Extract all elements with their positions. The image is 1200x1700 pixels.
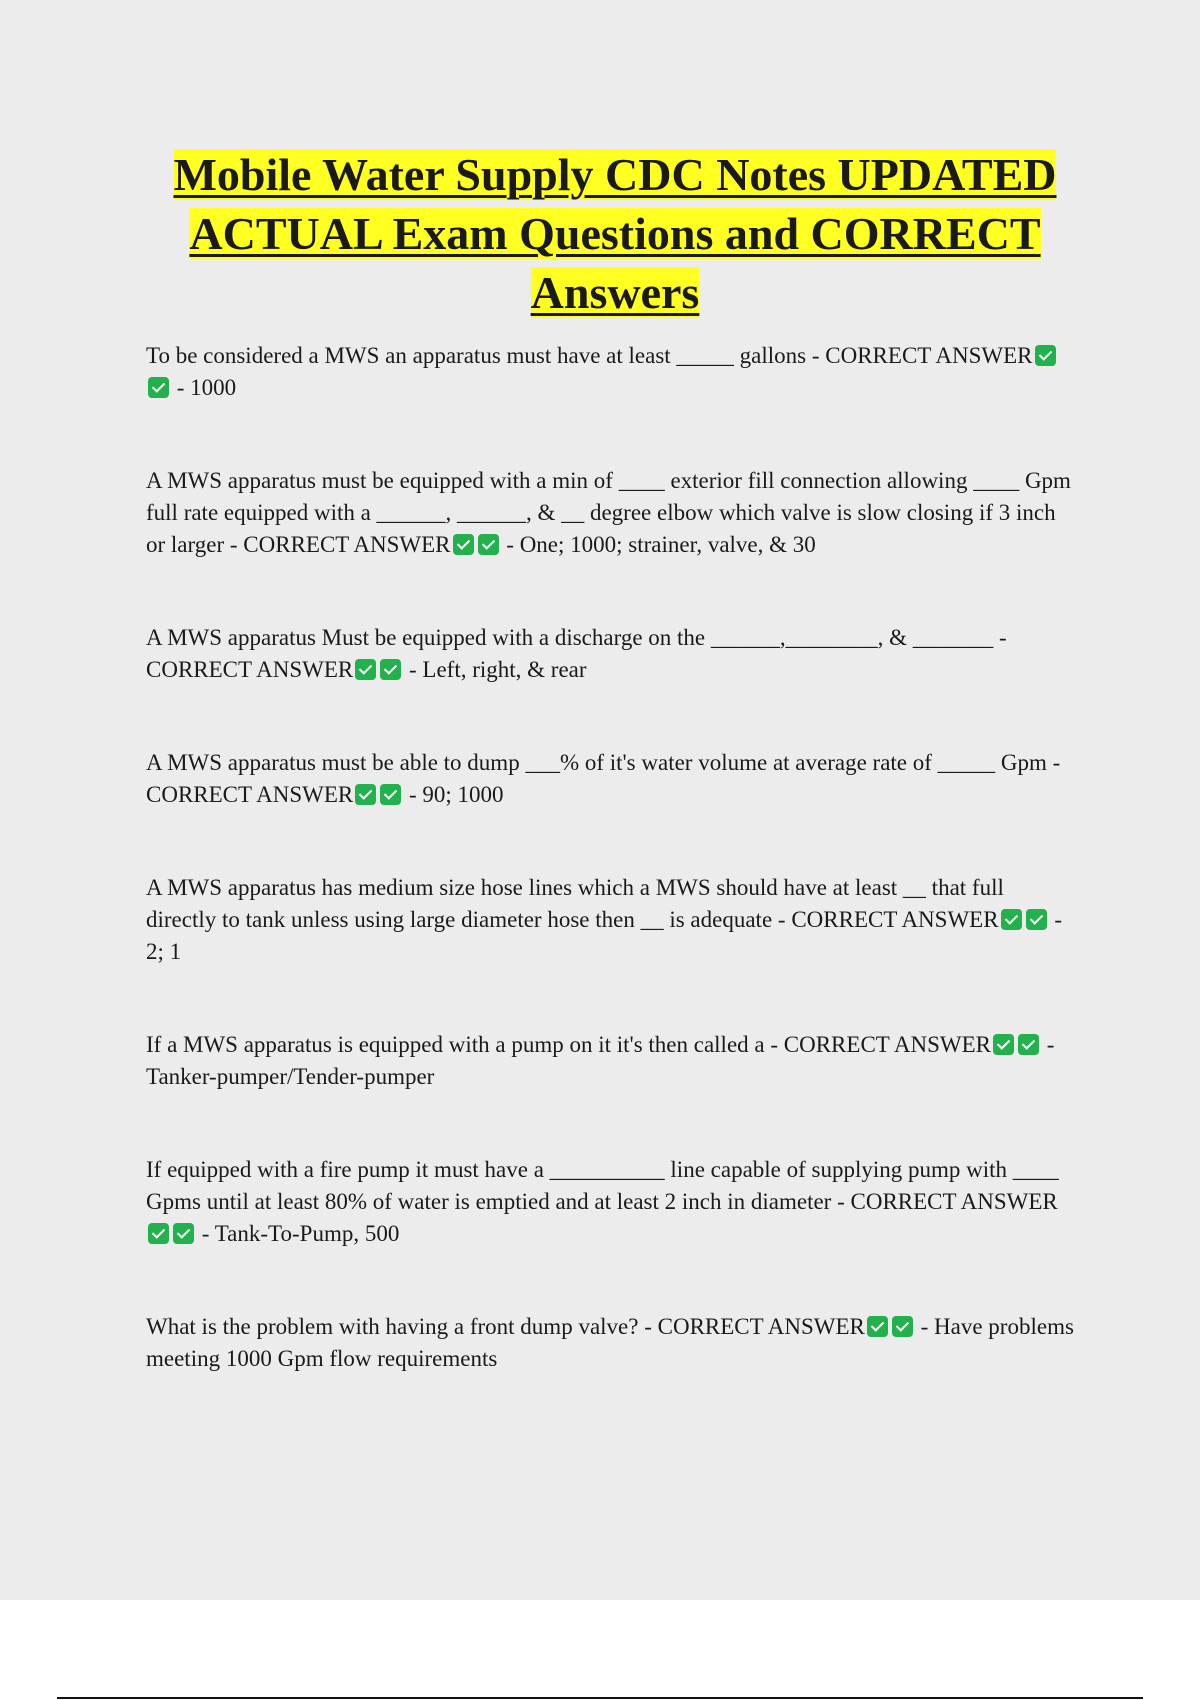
check-box-icon	[355, 784, 376, 805]
answer-text: - One; 1000; strainer, valve, & 30	[506, 532, 816, 557]
check-box-icon	[380, 659, 401, 680]
check-box-icon	[453, 534, 474, 555]
document-title	[120, 145, 1110, 322]
check-box-icon	[148, 1223, 169, 1244]
check-box-icon	[148, 377, 169, 398]
question-text: A MWS apparatus Must be equipped with a discharge on the ______,________, & _______ - CORRECT ANSWER	[146, 625, 1007, 682]
answer-text: - Left, right, & rear	[409, 657, 587, 682]
qa-item-4	[146, 747, 1076, 811]
qa-item-5	[146, 872, 1076, 968]
title-line-3-text: Answers	[530, 267, 700, 318]
question-text: What is the problem with having a front dump valve? - CORRECT ANSWER	[146, 1314, 865, 1339]
answer-text: - Tank-To-Pump, 500	[201, 1221, 400, 1246]
check-box-icon	[1001, 909, 1022, 930]
check-box-icon	[173, 1223, 194, 1244]
check-box-icon	[892, 1316, 913, 1337]
question-text: If equipped with a fire pump it must have a __________ line capable of supplying pump with ____ Gpms until at least 80% of water is emptied and at least 2 inch in diameter - CORRECT ANSWER	[146, 1157, 1059, 1214]
title-line-1	[120, 145, 1110, 204]
qa-item-6	[146, 1029, 1076, 1093]
qa-item-7	[146, 1154, 1076, 1250]
page-divider	[57, 1697, 1143, 1699]
check-box-icon	[993, 1034, 1014, 1055]
answer-text: - Have problems meeting 1000 Gpm flow requirements	[146, 1314, 1074, 1371]
qa-item-2	[146, 465, 1076, 561]
title-line-2	[120, 204, 1110, 263]
title-line-1-text: Mobile Water Supply CDC Notes UPDATED	[173, 149, 1057, 200]
question-text: A MWS apparatus has medium size hose lines which a MWS should have at least __ that full directly to tank unless using large diameter hose then __ is adequate - CORRECT ANSWER	[146, 875, 1004, 932]
check-box-icon	[1018, 1034, 1039, 1055]
question-text: If a MWS apparatus is equipped with a pump on it it's then called a - CORRECT ANSWER	[146, 1032, 992, 1057]
title-line-3	[120, 263, 1110, 322]
check-box-icon	[380, 784, 401, 805]
answer-text: - 1000	[176, 375, 237, 400]
question-text: To be considered a MWS an apparatus must have at least _____ gallons - CORRECT ANSWER	[146, 343, 1033, 368]
answer-text: - 90; 1000	[409, 782, 504, 807]
check-box-icon	[1035, 345, 1056, 366]
check-box-icon	[1026, 909, 1047, 930]
next-page-preview	[0, 1600, 1200, 1700]
answer-text: - 2; 1	[146, 907, 1062, 964]
qa-list	[146, 340, 1076, 1375]
title-line-2-text: ACTUAL Exam Questions and CORRECT	[189, 208, 1041, 259]
qa-item-8	[146, 1311, 1076, 1375]
check-box-icon	[867, 1316, 888, 1337]
qa-item-1	[146, 340, 1076, 404]
check-box-icon	[355, 659, 376, 680]
question-text: A MWS apparatus must be equipped with a min of ____ exterior fill connection allowing ____ Gpm full rate equipped with a ______, ______, & __ degree elbow which valve is slow closing if 3 inch or larger - CORRECT ANSWER	[146, 468, 1071, 557]
answer-text: - Tanker-pumper/Tender-pumper	[146, 1032, 1055, 1089]
qa-item-3	[146, 622, 1076, 686]
check-box-icon	[478, 534, 499, 555]
question-text: A MWS apparatus must be able to dump ___% of it's water volume at average rate of _____ Gpm - CORRECT ANSWER	[146, 750, 1061, 807]
